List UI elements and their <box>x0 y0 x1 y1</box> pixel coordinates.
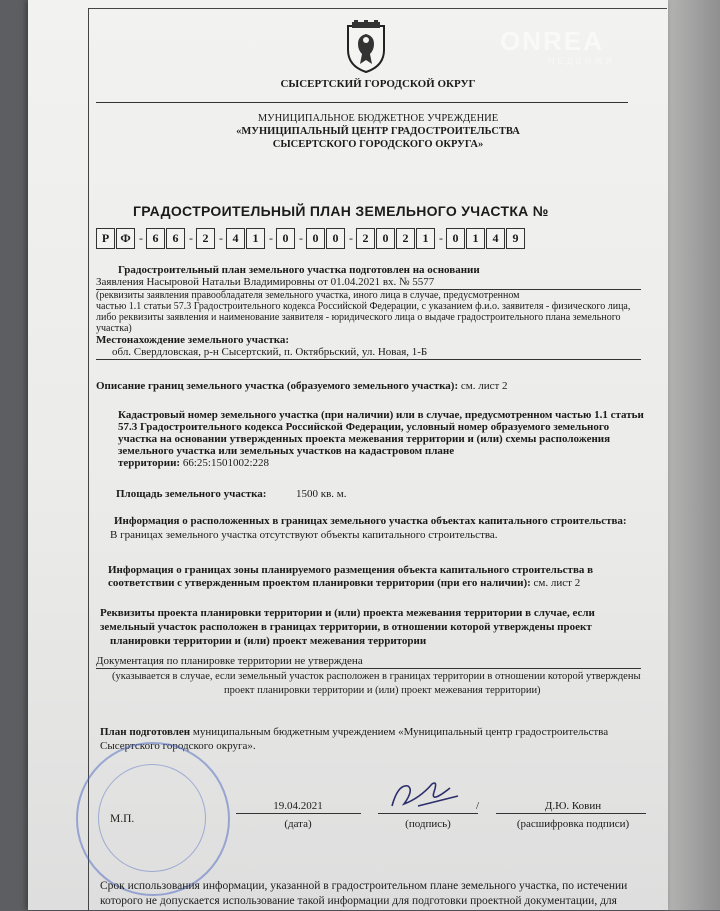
document-title: ГРАДОСТРОИТЕЛЬНЫЙ ПЛАН ЗЕМЕЛЬНОГО УЧАСТКА № <box>133 203 549 219</box>
date-note: (дата) <box>284 818 312 830</box>
number-separator: - <box>189 231 193 245</box>
number-cell: 0 <box>326 228 345 249</box>
signature-icon <box>380 776 470 816</box>
cadastral-line-4: земельного участка или земельных участков на кадастровом плане <box>118 445 455 457</box>
cadastral-line-1: Кадастровый номер земельного участка (при наличии) или в случае, предусмотренном частью 1.1 статьи <box>118 409 644 421</box>
name-line <box>496 813 646 814</box>
cadastral-line-2: 57.3 Градостроительного кодекса Российской Федерации, условный номер образуемого земельного <box>118 421 610 433</box>
zone-line-2: соответствии с утвержденным проектом планировки территории (при его наличии): <box>108 577 531 589</box>
district-name: СЫСЕРТСКИЙ ГОРОДСКОЙ ОКРУГ <box>280 78 476 90</box>
footer-line-2: которого не допускается использование такой информации для подготовки проектной документации, для <box>100 895 617 907</box>
org-line-2: «МУНИЦИПАЛЬНЫЙ ЦЕНТР ГРАДОСТРОИТЕЛЬСТВА <box>236 126 520 137</box>
number-separator: - <box>139 231 143 245</box>
basis-note-1: (реквизиты заявления правообладателя земельного участка, иного лица в случае, предусмотренном <box>96 290 520 301</box>
signature-line <box>378 813 478 814</box>
sign-date: 19.04.2021 <box>273 800 323 812</box>
number-separator: - <box>439 231 443 245</box>
number-cell: 6 <box>146 228 165 249</box>
org-line-1: МУНИЦИПАЛЬНОЕ БЮДЖЕТНОЕ УЧРЕЖДЕНИЕ <box>257 113 499 124</box>
cadastral-line-5: территории: <box>118 457 181 469</box>
date-line <box>236 813 361 814</box>
number-cell: 1 <box>246 228 265 249</box>
project-line-3: планировки территории и (или) проект межевания территории <box>110 635 427 647</box>
prepared-text-2: Сысертского городского округа». <box>100 740 256 752</box>
number-cell: 1 <box>466 228 485 249</box>
signer-name: Д.Ю. Ковин <box>544 800 602 812</box>
area-label: Площадь земельного участка: <box>116 488 267 500</box>
signature-slash: / <box>476 800 480 812</box>
area-value: 1500 кв. м. <box>296 488 347 500</box>
zone-row <box>108 577 580 590</box>
borders-value: см. лист 2 <box>460 380 508 392</box>
cadastral-line-3: участка на основании утвержденных проекта межевания территории и (или) схемы расположения <box>118 433 611 445</box>
basis-note-4: участка) <box>96 323 132 334</box>
number-cell: 0 <box>276 228 295 249</box>
borders-label: Описание границ земельного участка (образуемого земельного участка): <box>96 380 459 392</box>
project-note-2: проект планировки территории и (или) проект межевания территории) <box>224 685 541 696</box>
number-cell: 9 <box>506 228 525 249</box>
project-line-1: Реквизиты проекта планировки территории и (или) проекта межевания территории в случае, если <box>100 607 595 619</box>
zone-line-1: Информация о границах зоны планируемого размещения объекта капитального строительства в <box>108 564 594 576</box>
project-value: Документация по планировке территории не утверждена <box>96 655 641 669</box>
plan-number-cells <box>96 228 526 249</box>
cadastral-row <box>118 457 269 470</box>
number-cell: 0 <box>306 228 325 249</box>
project-line-2: земельный участок расположен в границах территории, в отношении которой утверждены проект <box>100 621 592 633</box>
number-cell: 0 <box>376 228 395 249</box>
number-cell: 0 <box>446 228 465 249</box>
number-separator: - <box>219 231 223 245</box>
objects-label: Информация о расположенных в границах земельного участка объектах капитального строительства: <box>114 515 627 527</box>
number-cell: 4 <box>226 228 245 249</box>
basis-note-3: либо реквизиты заявления и наименование заявителя - юридического лица о выдаче градостроительного плана земельного <box>96 312 621 323</box>
number-separator: - <box>299 231 303 245</box>
document-sheet <box>28 0 668 910</box>
prepared-row <box>100 726 650 739</box>
name-note: (расшифровка подписи) <box>516 818 630 830</box>
number-cell: 1 <box>416 228 435 249</box>
watermark-sub: НЕДВИЖИ <box>548 56 615 66</box>
prepared-text-1: муниципальным бюджетным учреждением «Муниципальный центр градостроительства <box>192 726 609 738</box>
coat-of-arms-icon <box>344 20 388 74</box>
location-label: Местонахождение земельного участка: <box>96 334 290 346</box>
number-cell: Р <box>96 228 115 249</box>
header-divider <box>96 102 628 103</box>
number-cell: 6 <box>166 228 185 249</box>
basis-value: Заявления Насыровой Натальи Владимировны от 01.04.2021 вх. № 5577 <box>96 276 641 290</box>
footer-line-1: Срок использования информации, указанной в градостроительном плане земельного участка, по истечении <box>100 880 628 892</box>
basis-note-2: частью 1.1 статьи 57.3 Градостроительного кодекса Российской Федерации, с указанием ф.и.о. заявителя - физического лица, <box>96 301 631 312</box>
watermark-brand: ONREA <box>500 26 604 56</box>
basis-label: Градостроительный план земельного участка подготовлен на основании <box>118 264 480 276</box>
prepared-label: План подготовлен <box>100 726 191 738</box>
mp-label: М.П. <box>110 813 135 825</box>
org-line-3: СЫСЕРТСКОГО ГОРОДСКОГО ОКРУГА» <box>272 139 484 150</box>
number-cell: 2 <box>196 228 215 249</box>
number-separator: - <box>349 231 353 245</box>
number-cell: Ф <box>116 228 135 249</box>
cadastral-value: 66:25:1501002:228 <box>182 457 269 469</box>
zone-value: см. лист 2 <box>533 577 581 589</box>
number-cell: 2 <box>356 228 375 249</box>
borders-row <box>96 380 508 393</box>
location-value: обл. Свердловская, р-н Сысертский, п. Октябрьский, ул. Новая, 1-Б <box>96 346 641 360</box>
project-note-1: (указывается в случае, если земельный участок расположен в границах территории в отношении которой утверждены <box>112 671 641 682</box>
signature-note: (подпись) <box>405 818 451 830</box>
number-cell: 2 <box>396 228 415 249</box>
objects-value: В границах земельного участка отсутствуют объекты капитального строительства. <box>110 529 498 541</box>
number-separator: - <box>269 231 273 245</box>
number-cell: 4 <box>486 228 505 249</box>
